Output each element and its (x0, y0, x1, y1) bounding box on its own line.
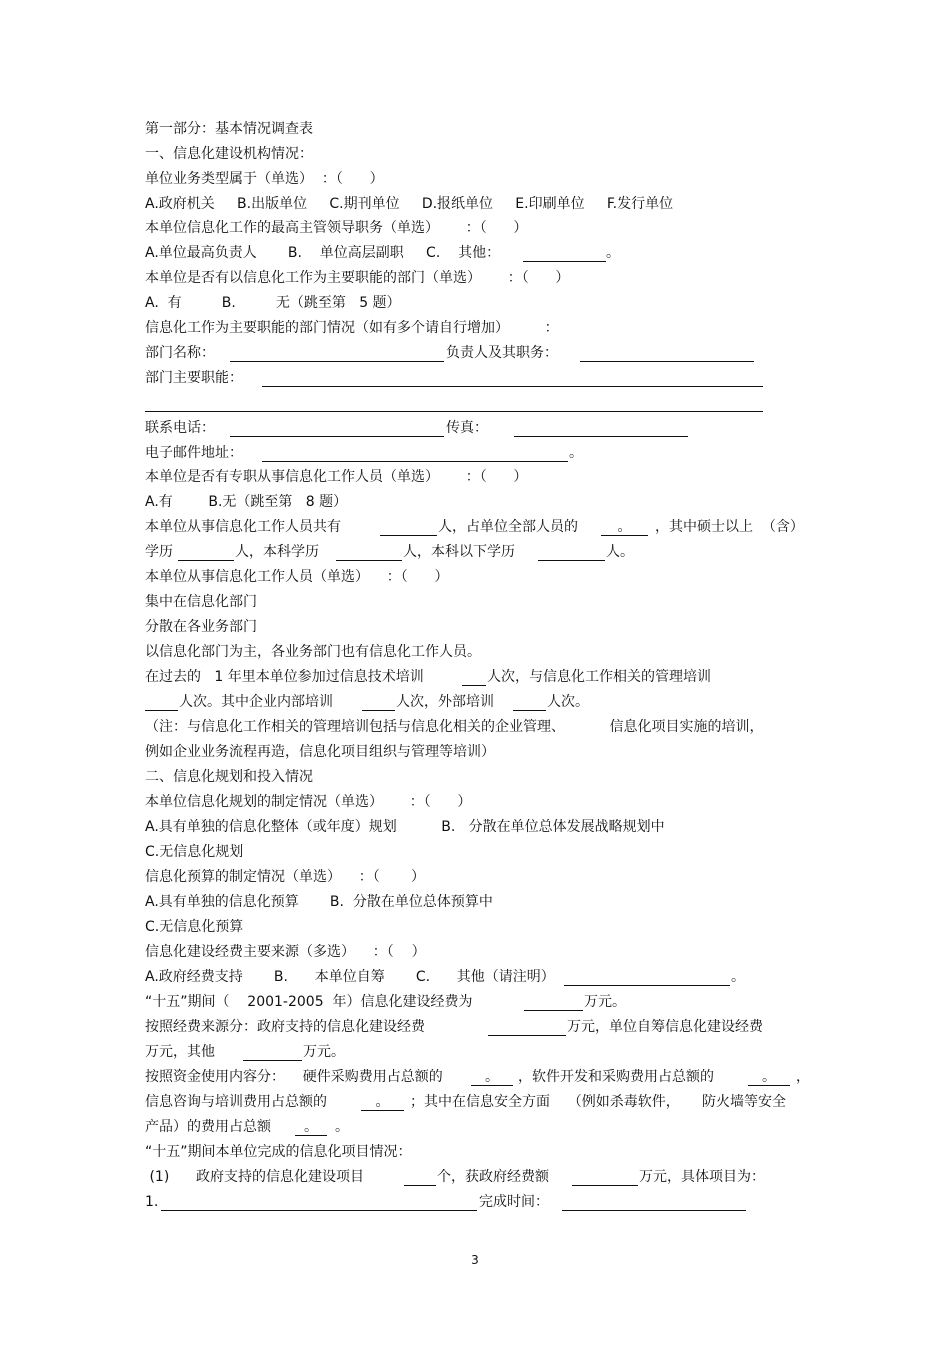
degree-label: 学历 (145, 544, 173, 560)
other-source-field[interactable] (564, 985, 730, 986)
fiveyear-budget-label: “十五”期间（ 2001-2005 年）信息化建设经费为 (145, 994, 473, 1010)
dept-head-label: 负责人及其职务： (446, 345, 558, 361)
below-bachelor-label: 人，本科以下学历 (403, 544, 515, 560)
q-staff-distribution: 本单位从事信息化工作人员（单选） ：（ ） (145, 569, 449, 585)
mgmt-training-label: 人次，与信息化工作相关的管理培训 (487, 669, 711, 685)
security-ratio-label: 产品）的费用占总额 (145, 1119, 271, 1135)
q-info-dept-details: 信息化工作为主要职能的部门情况（如有多个请自行增加） ： (145, 320, 559, 336)
part-title: 第一部分：基本情况调查表 (145, 121, 313, 137)
option-centralized: 集中在信息化部门 (145, 594, 257, 610)
self-funding-label: 万元，单位自筹信息化建设经费 (567, 1019, 763, 1035)
consulting-ratio-label: 信息咨询与培训费用占总额的 (145, 1094, 327, 1110)
bachelor-label: 人，本科学历 (235, 544, 319, 560)
q-budget-options-ab: A.具有单独的信息化预算 B. 分散在单位总体预算中 (145, 894, 493, 910)
q-leader-position-options: A.单位最高负责人 B. 单位高层副职 C. 其他： (145, 245, 501, 261)
q-business-type: 单位业务类型属于（单选） ：（ ） (145, 171, 384, 187)
q-business-type-options: A.政府机关 B.出版单位 C.期刊单位 D.报纸单位 E.印刷单位 F.发行单位 (145, 196, 674, 212)
dept-duty-label: 部门主要职能： (145, 370, 243, 386)
wan-yuan-unit: 万元。 (303, 1044, 345, 1060)
wan-yuan-unit: 万元。 (584, 994, 626, 1010)
completion-time-field[interactable] (562, 1210, 746, 1211)
q-funding-source: 信息化建设经费主要来源（多选） ：（ ） (145, 944, 426, 960)
percent-sign: 。 (304, 1119, 318, 1135)
project-list-label: 万元，具体项目为： (639, 1169, 765, 1185)
email-label: 电子邮件地址： (145, 445, 243, 461)
internal-training-label: 人次。其中企业内部培训 (179, 694, 333, 710)
other-funding-field[interactable] (243, 1060, 302, 1061)
it-training-field[interactable] (462, 685, 486, 686)
period: 。 (606, 245, 620, 261)
q-planning-option-c: C.无信息化规划 (145, 844, 244, 860)
percent-sign: 。 (617, 519, 632, 535)
percent-sign: 。 (485, 1069, 499, 1085)
comma: ， (796, 1069, 810, 1085)
gov-amount-field[interactable] (572, 1185, 638, 1186)
staff-ratio-label: 人，占单位全部人员的 (438, 519, 578, 535)
q-budget: 信息化预算的制定情况（单选） ：（ ） (145, 869, 425, 885)
master-count-field[interactable] (178, 560, 234, 561)
other-position-field[interactable] (523, 261, 606, 262)
person-times-unit: 人次。 (547, 694, 589, 710)
period: 。 (569, 445, 583, 461)
completed-projects-label: “十五”期间本单位完成的信息化项目情况： (145, 1144, 412, 1160)
gov-funding-label: 按照经费来源分：政府支持的信息化建设经费 (145, 1019, 425, 1035)
bachelor-count-field[interactable] (336, 560, 402, 561)
q-funding-source-options: A.政府经费支持 B. 本单位自筹 C. 其他（请注明） (145, 969, 555, 985)
q-leader-position: 本单位信息化工作的最高主管领导职务（单选） ：（ ） (145, 220, 528, 236)
training-note-2: 例如企业业务流程再造，信息化项目组织与管理等培训） (145, 744, 495, 760)
fiveyear-budget-field[interactable] (524, 1010, 583, 1011)
staff-count-field[interactable] (380, 535, 437, 536)
dept-name-label: 部门名称： (145, 345, 215, 361)
training-note-1: （注：与信息化工作相关的管理培训包括与信息化相关的企业管理、 信息化项目实施的培训， (145, 719, 764, 735)
phone-field[interactable] (230, 436, 444, 437)
phone-label: 联系电话： (145, 420, 215, 436)
software-ratio-label: ，软件开发和采购费用占总额的 (518, 1069, 714, 1085)
gov-project-label: (1) 政府支持的信息化建设项目 (145, 1169, 364, 1185)
q-fulltime-staff: 本单位是否有专职从事信息化工作人员（单选） ：（ ） (145, 469, 528, 485)
internal-training-field[interactable] (362, 710, 395, 711)
dept-head-field[interactable] (580, 361, 754, 362)
page-number: 3 (471, 1253, 479, 1267)
dept-duty-field-1[interactable] (262, 386, 763, 387)
q-planning: 本单位信息化规划的制定情况（单选） ：（ ） (145, 794, 472, 810)
project-item-number: 1. (145, 1194, 159, 1210)
below-bachelor-field[interactable] (538, 560, 605, 561)
section-2-heading: 二、信息化规划和投入情况 (145, 769, 313, 785)
usage-hardware-label: 按照资金使用内容分： 硬件采购费用占总额的 (145, 1069, 443, 1085)
fax-label: 传真： (446, 420, 488, 436)
security-label: ；其中在信息安全方面 （例如杀毒软件， 防火墙等安全 (410, 1094, 787, 1110)
staff-count-label: 本单位从事信息化工作人员共有 (145, 519, 341, 535)
percent-sign: 。 (375, 1094, 390, 1110)
option-distributed: 分散在各业务部门 (145, 619, 257, 635)
option-mixed: 以信息化部门为主，各业务部门也有信息化工作人员。 (145, 644, 481, 660)
completion-time-label: 完成时间： (479, 1194, 549, 1210)
fax-field[interactable] (514, 436, 688, 437)
gov-amount-label: 个，获政府经费额 (437, 1169, 549, 1185)
training-label: 在过去的 1 年里本单位参加过信息技术培训 (145, 669, 424, 685)
other-funding-label: 万元，其他 (145, 1044, 215, 1060)
period: 。 (731, 969, 745, 985)
percent-sign: 。 (762, 1069, 776, 1085)
dept-name-field[interactable] (230, 361, 444, 362)
project-name-field[interactable] (161, 1210, 477, 1211)
dept-duty-field-2[interactable] (145, 411, 763, 412)
gov-project-count-field[interactable] (404, 1185, 436, 1186)
period: 。 (335, 1119, 349, 1135)
person-unit: 人。 (606, 544, 634, 560)
q-planning-options-ab: A.具有单独的信息化整体（或年度）规划 B. 分散在单位总体发展战略规划中 (145, 819, 665, 835)
q-budget-option-c: C.无信息化预算 (145, 919, 244, 935)
external-training-field[interactable] (513, 710, 546, 711)
gov-funding-field[interactable] (488, 1035, 566, 1036)
section-1-heading: 一、信息化建设机构情况： (145, 146, 313, 162)
q-info-dept-options: A. 有 B. 无（跳至第 5 题） (145, 295, 401, 311)
mgmt-training-field[interactable] (145, 710, 178, 711)
q-info-dept: 本单位是否有以信息化工作为主要职能的部门（单选） ：（ ） (145, 270, 570, 286)
q-fulltime-staff-options: A.有 B.无（跳至第 8 题） (145, 494, 348, 510)
external-training-label: 人次，外部培训 (396, 694, 494, 710)
master-label: ，其中硕士以上 （含） (655, 519, 804, 535)
email-field[interactable] (262, 461, 568, 462)
